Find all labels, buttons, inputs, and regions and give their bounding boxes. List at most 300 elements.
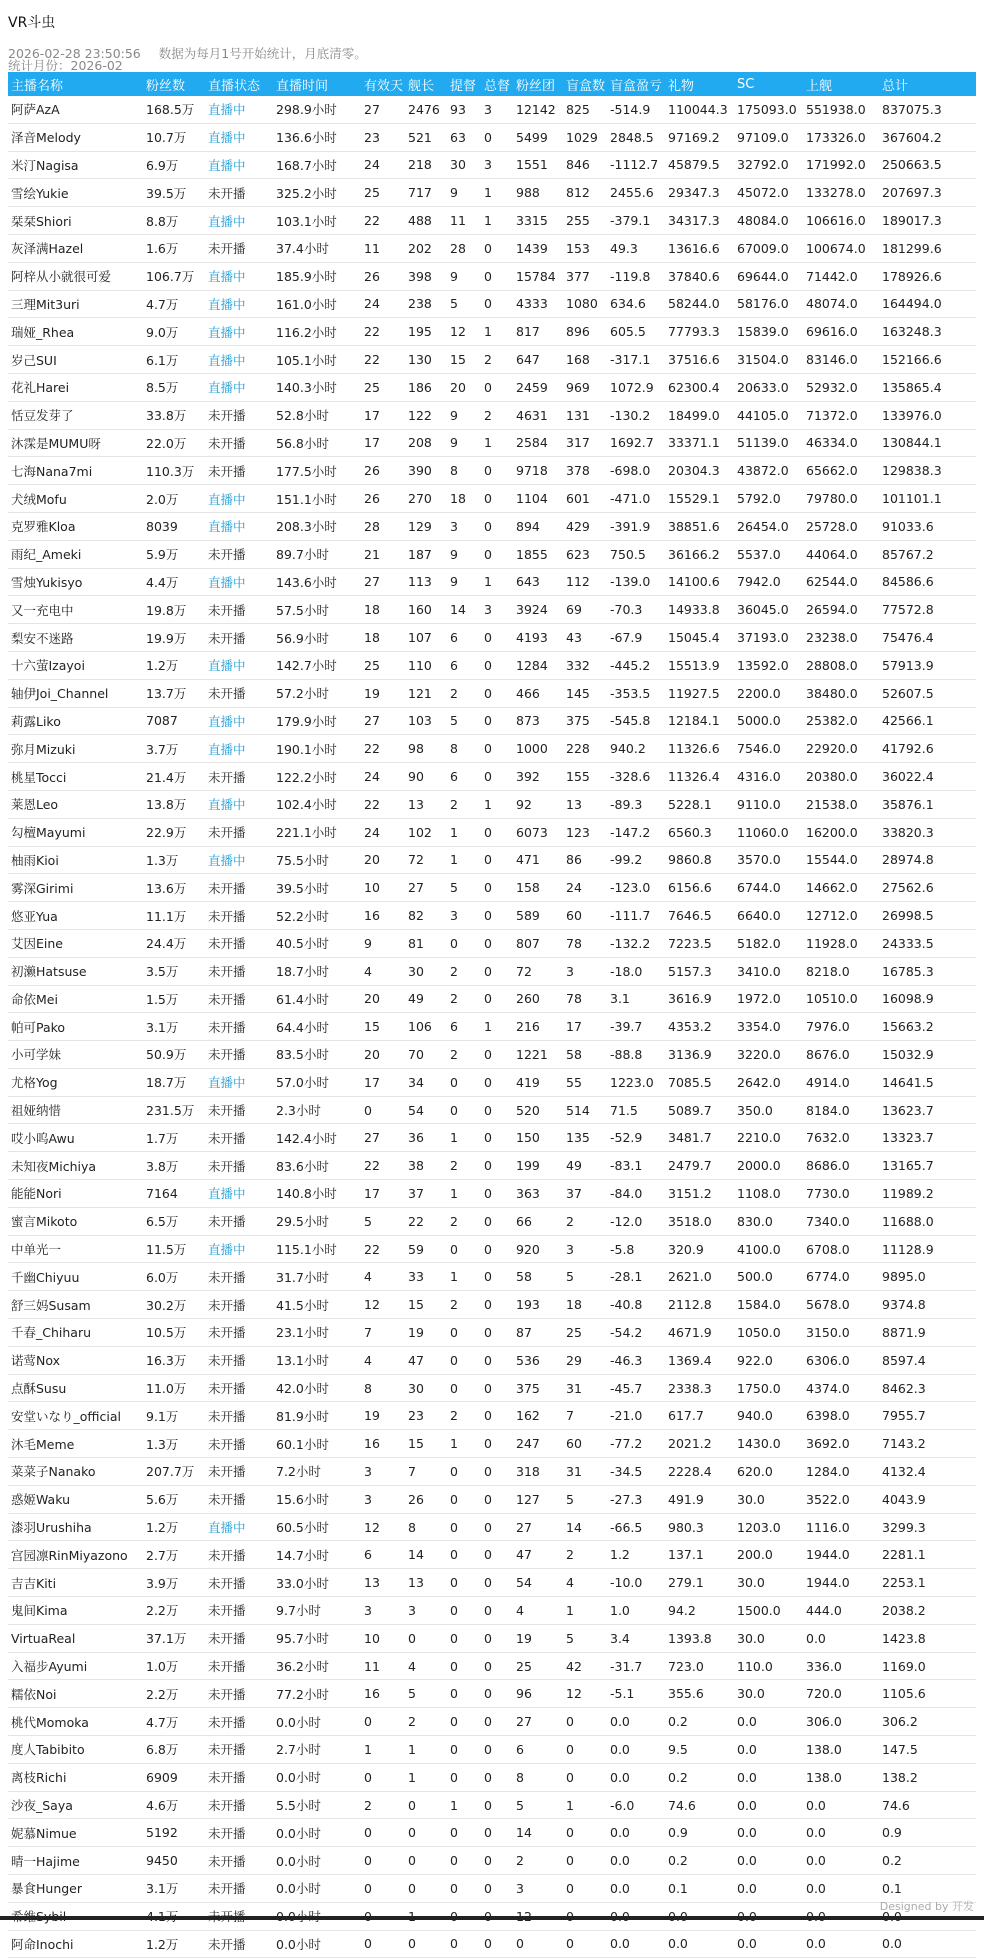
cell-status: 直播中 <box>205 123 273 151</box>
cell-admiral: 0 <box>447 1763 481 1791</box>
cell-governor: 0 <box>481 1207 513 1235</box>
cell-captain: 186 <box>405 373 447 401</box>
cell-admiral: 30 <box>447 151 481 179</box>
cell-blindbox-count: 17 <box>563 1013 607 1041</box>
cell-total: 189017.3 <box>879 207 976 235</box>
cell-gifts: 723.0 <box>665 1652 734 1680</box>
cell-fans: 16.3万 <box>143 1346 205 1374</box>
cell-sc: 58176.0 <box>734 290 803 318</box>
cell-live-hours: 57.2小时 <box>273 679 361 707</box>
cell-valid-days: 27 <box>361 568 405 596</box>
cell-valid-days: 12 <box>361 1291 405 1319</box>
cell-live-hours: 37.4小时 <box>273 234 361 262</box>
table-row <box>8 540 976 568</box>
bottom-bar <box>0 1916 984 1920</box>
cell-name: 能能Nori <box>8 1180 143 1208</box>
cell-blindbox-count: 7 <box>563 1402 607 1430</box>
cell-captain: 34 <box>405 1068 447 1096</box>
cell-live-hours: 115.1小时 <box>273 1235 361 1263</box>
cell-fan-club: 27 <box>513 1708 563 1736</box>
cell-total: 13165.7 <box>879 1152 976 1180</box>
cell-total: 57913.9 <box>879 651 976 679</box>
cell-fan-club: 127 <box>513 1485 563 1513</box>
table-row <box>8 651 976 679</box>
cell-blindbox-count: 14 <box>563 1513 607 1541</box>
cell-valid-days: 20 <box>361 1041 405 1069</box>
cell-valid-days: 19 <box>361 679 405 707</box>
cell-blindbox-count: 18 <box>563 1291 607 1319</box>
cell-live-hours: 57.0小时 <box>273 1068 361 1096</box>
cell-admiral: 2 <box>447 957 481 985</box>
cell-status: 未开播 <box>205 874 273 902</box>
cell-total: 13623.7 <box>879 1096 976 1124</box>
cell-live-hours: 177.5小时 <box>273 457 361 485</box>
cell-fan-club: 19 <box>513 1624 563 1652</box>
cell-sc: 0.0 <box>734 1847 803 1875</box>
cell-status: 直播中 <box>205 373 273 401</box>
cell-fan-club: 14 <box>513 1819 563 1847</box>
cell-governor: 0 <box>481 485 513 513</box>
cell-guard: 6398.0 <box>803 1402 879 1430</box>
table-row <box>8 151 976 179</box>
cell-live-hours: 0.0小时 <box>273 1819 361 1847</box>
cell-sc: 0.0 <box>734 1930 803 1958</box>
cell-guard: 7976.0 <box>803 1013 879 1041</box>
cell-blindbox-pl: -27.3 <box>607 1485 665 1513</box>
cell-sc: 44105.0 <box>734 401 803 429</box>
cell-governor: 0 <box>481 1263 513 1291</box>
cell-guard: 83146.0 <box>803 346 879 374</box>
column-header-blindbox-pl: 盲盒盈亏 <box>610 78 663 94</box>
table-row <box>8 1235 976 1263</box>
table-row <box>8 735 976 763</box>
cell-sc: 11060.0 <box>734 818 803 846</box>
table-row <box>8 1319 976 1347</box>
cell-blindbox-pl: -83.1 <box>607 1152 665 1180</box>
cell-blindbox-pl: -119.8 <box>607 262 665 290</box>
cell-governor: 0 <box>481 1763 513 1791</box>
cell-status: 未开播 <box>205 929 273 957</box>
cell-valid-days: 0 <box>361 1096 405 1124</box>
cell-blindbox-count: 29 <box>563 1346 607 1374</box>
cell-name: 灰泽满Hazel <box>8 234 143 262</box>
column-header-admiral: 提督 <box>450 78 477 94</box>
cell-sc: 3410.0 <box>734 957 803 985</box>
cell-fan-club: 520 <box>513 1096 563 1124</box>
cell-fan-club: 3315 <box>513 207 563 235</box>
cell-governor: 0 <box>481 651 513 679</box>
cell-live-hours: 52.2小时 <box>273 902 361 930</box>
table-row <box>8 1013 976 1041</box>
cell-sc: 2210.0 <box>734 1124 803 1152</box>
cell-admiral: 0 <box>447 1597 481 1625</box>
table-row <box>8 1124 976 1152</box>
cell-blindbox-count: 131 <box>563 401 607 429</box>
cell-total: 9895.0 <box>879 1263 976 1291</box>
cell-valid-days: 17 <box>361 1068 405 1096</box>
cell-guard: 0.0 <box>803 1875 879 1903</box>
cell-name: 初濑Hatsuse <box>8 957 143 985</box>
cell-valid-days: 16 <box>361 902 405 930</box>
cell-valid-days: 1 <box>361 1736 405 1764</box>
cell-gifts: 6560.3 <box>665 818 734 846</box>
cell-valid-days: 22 <box>361 346 405 374</box>
cell-sc: 4100.0 <box>734 1235 803 1263</box>
cell-valid-days: 26 <box>361 457 405 485</box>
cell-gifts: 20304.3 <box>665 457 734 485</box>
cell-live-hours: 136.6小时 <box>273 123 361 151</box>
cell-governor: 0 <box>481 1624 513 1652</box>
cell-valid-days: 10 <box>361 1624 405 1652</box>
cell-live-hours: 5.5小时 <box>273 1791 361 1819</box>
cell-captain: 107 <box>405 624 447 652</box>
cell-blindbox-count: 86 <box>563 846 607 874</box>
cell-guard: 15544.0 <box>803 846 879 874</box>
cell-governor: 0 <box>481 373 513 401</box>
cell-blindbox-count: 60 <box>563 902 607 930</box>
cell-total: 2281.1 <box>879 1541 976 1569</box>
cell-name: 莉露Liko <box>8 707 143 735</box>
cell-fan-club: 12142 <box>513 96 563 123</box>
cell-fans: 37.1万 <box>143 1624 205 1652</box>
cell-captain: 0 <box>405 1875 447 1903</box>
cell-name: 千幽Chiyuu <box>8 1263 143 1291</box>
cell-admiral: 63 <box>447 123 481 151</box>
cell-live-hours: 64.4小时 <box>273 1013 361 1041</box>
cell-captain: 0 <box>405 1791 447 1819</box>
cell-captain: 15 <box>405 1291 447 1319</box>
cell-fan-club: 536 <box>513 1346 563 1374</box>
note-text: 数据为每月1号开始统计，月底清零。 <box>158 46 367 61</box>
cell-fan-club: 6073 <box>513 818 563 846</box>
cell-governor: 0 <box>481 1541 513 1569</box>
cell-sc: 3354.0 <box>734 1013 803 1041</box>
cell-fans: 4.4万 <box>143 568 205 596</box>
cell-valid-days: 19 <box>361 1402 405 1430</box>
cell-fan-club: 318 <box>513 1458 563 1486</box>
cell-blindbox-pl: 0.0 <box>607 1930 665 1958</box>
cell-live-hours: 298.9小时 <box>273 96 361 123</box>
cell-status: 未开播 <box>205 1624 273 1652</box>
cell-name: 糯依Noi <box>8 1680 143 1708</box>
cell-captain: 33 <box>405 1263 447 1291</box>
cell-total: 52607.5 <box>879 679 976 707</box>
cell-captain: 19 <box>405 1319 447 1347</box>
cell-valid-days: 0 <box>361 1819 405 1847</box>
cell-valid-days: 17 <box>361 429 405 457</box>
cell-status: 未开播 <box>205 1847 273 1875</box>
cell-gifts: 45879.5 <box>665 151 734 179</box>
cell-name: 祖娅纳惜 <box>8 1096 143 1124</box>
cell-admiral: 2 <box>447 1207 481 1235</box>
cell-status: 未开播 <box>205 596 273 624</box>
cell-blindbox-count: 825 <box>563 96 607 123</box>
cell-status: 未开播 <box>205 985 273 1013</box>
column-header-live-hours: 直播时间 <box>276 78 329 94</box>
cell-total: 15032.9 <box>879 1041 976 1069</box>
cell-status: 未开播 <box>205 1458 273 1486</box>
cell-captain: 129 <box>405 512 447 540</box>
cell-live-hours: 89.7小时 <box>273 540 361 568</box>
cell-blindbox-pl: 1692.7 <box>607 429 665 457</box>
cell-captain: 717 <box>405 179 447 207</box>
cell-fans: 11.1万 <box>143 902 205 930</box>
cell-status: 未开播 <box>205 763 273 791</box>
cell-admiral: 28 <box>447 234 481 262</box>
cell-captain: 238 <box>405 290 447 318</box>
table-row <box>8 346 976 374</box>
cell-valid-days: 26 <box>361 262 405 290</box>
cell-valid-days: 6 <box>361 1541 405 1569</box>
cell-admiral: 6 <box>447 624 481 652</box>
cell-status: 未开播 <box>205 1485 273 1513</box>
cell-fan-club: 87 <box>513 1319 563 1347</box>
cell-valid-days: 22 <box>361 318 405 346</box>
cell-gifts: 7085.5 <box>665 1068 734 1096</box>
cell-gifts: 14100.6 <box>665 568 734 596</box>
cell-captain: 0 <box>405 1624 447 1652</box>
cell-guard: 0.0 <box>803 1930 879 1958</box>
cell-sc: 4316.0 <box>734 763 803 791</box>
column-header-gifts: 礼物 <box>668 78 695 94</box>
cell-total: 1105.6 <box>879 1680 976 1708</box>
table-row <box>8 1875 976 1903</box>
cell-fan-club: 247 <box>513 1430 563 1458</box>
cell-guard: 16200.0 <box>803 818 879 846</box>
column-header-sc: SC <box>737 76 755 92</box>
cell-status: 未开播 <box>205 1875 273 1903</box>
cell-blindbox-pl: 71.5 <box>607 1096 665 1124</box>
cell-status: 未开播 <box>205 1791 273 1819</box>
cell-valid-days: 18 <box>361 624 405 652</box>
cell-fans: 19.9万 <box>143 624 205 652</box>
cell-governor: 0 <box>481 1819 513 1847</box>
cell-fan-club: 1284 <box>513 651 563 679</box>
cell-name: 点酥Susu <box>8 1374 143 1402</box>
cell-governor: 0 <box>481 540 513 568</box>
cell-status: 直播中 <box>205 707 273 735</box>
cell-governor: 0 <box>481 457 513 485</box>
cell-fan-club: 4193 <box>513 624 563 652</box>
cell-captain: 13 <box>405 1569 447 1597</box>
cell-fans: 3.9万 <box>143 1569 205 1597</box>
cell-valid-days: 3 <box>361 1458 405 1486</box>
cell-total: 77572.8 <box>879 596 976 624</box>
cell-blindbox-pl: 1.2 <box>607 1541 665 1569</box>
cell-live-hours: 81.9小时 <box>273 1402 361 1430</box>
cell-name: 梨安不迷路 <box>8 624 143 652</box>
column-header-valid-days: 有效天 <box>364 78 404 94</box>
cell-fan-club: 9718 <box>513 457 563 485</box>
cell-blindbox-count: 42 <box>563 1652 607 1680</box>
cell-fans: 6909 <box>143 1763 205 1791</box>
cell-guard: 3692.0 <box>803 1430 879 1458</box>
cell-blindbox-pl: -18.0 <box>607 957 665 985</box>
cell-gifts: 617.7 <box>665 1402 734 1430</box>
cell-sc: 1430.0 <box>734 1430 803 1458</box>
cell-blindbox-pl: -10.0 <box>607 1569 665 1597</box>
table-row <box>8 1346 976 1374</box>
cell-name: 中单光一 <box>8 1235 143 1263</box>
cell-captain: 521 <box>405 123 447 151</box>
cell-blindbox-pl: -514.9 <box>607 96 665 123</box>
cell-gifts: 1393.8 <box>665 1624 734 1652</box>
cell-captain: 398 <box>405 262 447 290</box>
cell-fans: 3.5万 <box>143 957 205 985</box>
cell-fans: 13.7万 <box>143 679 205 707</box>
cell-governor: 0 <box>481 1291 513 1319</box>
cell-fan-club: 54 <box>513 1569 563 1597</box>
cell-status: 未开播 <box>205 540 273 568</box>
cell-captain: 15 <box>405 1430 447 1458</box>
cell-governor: 0 <box>481 1152 513 1180</box>
table-row <box>8 679 976 707</box>
cell-total: 74.6 <box>879 1791 976 1819</box>
cell-governor: 0 <box>481 1875 513 1903</box>
cell-guard: 551938.0 <box>803 96 879 123</box>
cell-gifts: 34317.3 <box>665 207 734 235</box>
cell-admiral: 5 <box>447 874 481 902</box>
cell-status: 直播中 <box>205 651 273 679</box>
cell-name: 暴食Hunger <box>8 1875 143 1903</box>
cell-guard: 52932.0 <box>803 373 879 401</box>
cell-guard: 46334.0 <box>803 429 879 457</box>
cell-total: 8597.4 <box>879 1346 976 1374</box>
cell-blindbox-count: 228 <box>563 735 607 763</box>
cell-blindbox-pl: -34.5 <box>607 1458 665 1486</box>
cell-fans: 1.3万 <box>143 1430 205 1458</box>
cell-gifts: 2228.4 <box>665 1458 734 1486</box>
cell-total: 42566.1 <box>879 707 976 735</box>
cell-captain: 22 <box>405 1207 447 1235</box>
cell-fan-club: 873 <box>513 707 563 735</box>
cell-sc: 1050.0 <box>734 1319 803 1347</box>
cell-fan-club: 0 <box>513 1930 563 1958</box>
cell-guard: 65662.0 <box>803 457 879 485</box>
cell-status: 未开播 <box>205 1569 273 1597</box>
cell-captain: 47 <box>405 1346 447 1374</box>
column-header-total: 总计 <box>882 78 909 94</box>
table-row <box>8 1096 976 1124</box>
cell-name: 沙夜_Saya <box>8 1791 143 1819</box>
cell-blindbox-count: 78 <box>563 929 607 957</box>
cell-guard: 14662.0 <box>803 874 879 902</box>
cell-valid-days: 0 <box>361 1847 405 1875</box>
cell-fans: 1.5万 <box>143 985 205 1013</box>
cell-guard: 26594.0 <box>803 596 879 624</box>
cell-sc: 1584.0 <box>734 1291 803 1319</box>
table-row <box>8 846 976 874</box>
cell-live-hours: 61.4小时 <box>273 985 361 1013</box>
cell-governor: 0 <box>481 902 513 930</box>
cell-guard: 138.0 <box>803 1736 879 1764</box>
cell-governor: 0 <box>481 234 513 262</box>
cell-guard: 79780.0 <box>803 485 879 513</box>
cell-fans: 6.1万 <box>143 346 205 374</box>
cell-governor: 0 <box>481 1847 513 1875</box>
cell-name: 妮慕Nimue <box>8 1819 143 1847</box>
cell-governor: 0 <box>481 929 513 957</box>
cell-gifts: 3481.7 <box>665 1124 734 1152</box>
cell-name: 菜菜子Nanako <box>8 1458 143 1486</box>
cell-gifts: 2479.7 <box>665 1152 734 1180</box>
cell-admiral: 12 <box>447 318 481 346</box>
cell-name: 帕可Pako <box>8 1013 143 1041</box>
cell-fan-club: 66 <box>513 1207 563 1235</box>
cell-blindbox-pl: -46.3 <box>607 1346 665 1374</box>
cell-status: 未开播 <box>205 234 273 262</box>
column-header-fan-club: 粉丝团 <box>516 78 556 94</box>
cell-governor: 0 <box>481 985 513 1013</box>
cell-gifts: 355.6 <box>665 1680 734 1708</box>
cell-total: 0.2 <box>879 1847 976 1875</box>
cell-blindbox-pl: 634.6 <box>607 290 665 318</box>
cell-sc: 48084.0 <box>734 207 803 235</box>
cell-captain: 49 <box>405 985 447 1013</box>
cell-captain: 8 <box>405 1513 447 1541</box>
cell-gifts: 4671.9 <box>665 1319 734 1347</box>
cell-fan-club: 6 <box>513 1736 563 1764</box>
cell-valid-days: 4 <box>361 1346 405 1374</box>
cell-captain: 390 <box>405 457 447 485</box>
cell-live-hours: 325.2小时 <box>273 179 361 207</box>
cell-governor: 0 <box>481 1402 513 1430</box>
cell-blindbox-pl: 1.0 <box>607 1597 665 1625</box>
cell-admiral: 15 <box>447 346 481 374</box>
cell-sc: 9110.0 <box>734 790 803 818</box>
cell-valid-days: 25 <box>361 373 405 401</box>
cell-live-hours: 103.1小时 <box>273 207 361 235</box>
cell-guard: 1944.0 <box>803 1569 879 1597</box>
cell-fan-club: 8 <box>513 1763 563 1791</box>
cell-blindbox-count: 145 <box>563 679 607 707</box>
cell-blindbox-count: 153 <box>563 234 607 262</box>
cell-governor: 0 <box>481 1569 513 1597</box>
cell-status: 未开播 <box>205 1652 273 1680</box>
cell-gifts: 11326.4 <box>665 763 734 791</box>
cell-valid-days: 25 <box>361 651 405 679</box>
cell-admiral: 0 <box>447 1068 481 1096</box>
cell-blindbox-pl: -147.2 <box>607 818 665 846</box>
cell-gifts: 3136.9 <box>665 1041 734 1069</box>
cell-live-hours: 42.0小时 <box>273 1374 361 1402</box>
cell-guard: 133278.0 <box>803 179 879 207</box>
cell-live-hours: 151.1小时 <box>273 485 361 513</box>
cell-governor: 0 <box>481 1791 513 1819</box>
cell-guard: 6774.0 <box>803 1263 879 1291</box>
cell-admiral: 2 <box>447 1041 481 1069</box>
cell-total: 3299.3 <box>879 1513 976 1541</box>
table-row <box>8 790 976 818</box>
cell-valid-days: 24 <box>361 818 405 846</box>
table-row <box>8 1180 976 1208</box>
cell-status: 未开播 <box>205 1291 273 1319</box>
table-row <box>8 1485 976 1513</box>
table-row <box>8 1791 976 1819</box>
cell-status: 未开播 <box>205 679 273 707</box>
cell-name: 吉吉Kiti <box>8 1569 143 1597</box>
cell-captain: 82 <box>405 902 447 930</box>
cell-total: 147.5 <box>879 1736 976 1764</box>
cell-status: 直播中 <box>205 207 273 235</box>
table-row <box>8 1430 976 1458</box>
cell-blindbox-count: 31 <box>563 1458 607 1486</box>
cell-valid-days: 12 <box>361 1513 405 1541</box>
cell-sc: 30.0 <box>734 1485 803 1513</box>
cell-status: 未开播 <box>205 1736 273 1764</box>
cell-valid-days: 0 <box>361 1930 405 1958</box>
cell-captain: 54 <box>405 1096 447 1124</box>
